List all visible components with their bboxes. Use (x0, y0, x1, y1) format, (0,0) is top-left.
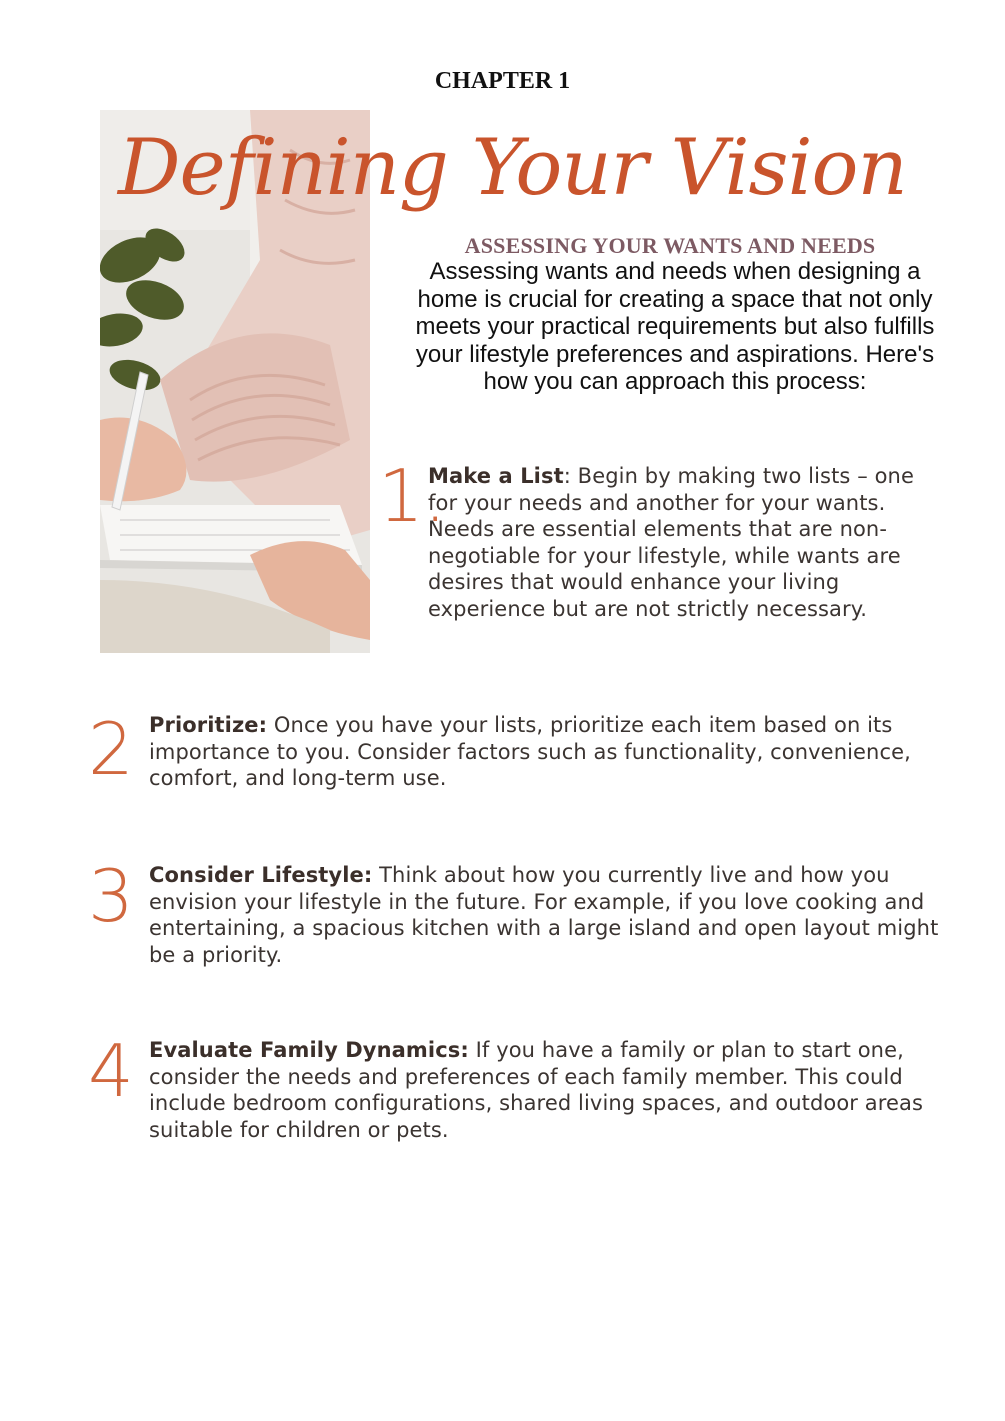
step-4-body: If you have a family or plan to start one, consider the needs and preferences of each family member. This could include bedroom configurations, shared living spaces, and outdoor areas suitable for children or pets. (149, 1038, 924, 1142)
main-title: Defining Your Vision (118, 123, 907, 213)
step-2-title: Prioritize: (149, 713, 268, 737)
step-1-body: : Begin by making two lists – one for your needs and another for your wants. Needs are essential elements that are non-negotiable for your lifestyle, while wants are desires that would enhance your living experience but are not strictly necessary. (428, 464, 914, 621)
step-4-text (149, 1037, 939, 1143)
step-4-title: Evaluate Family Dynamics: (149, 1038, 469, 1062)
step-number-1: 1. (378, 454, 447, 538)
intro-paragraph: Assessing wants and needs when designing a home is crucial for creating a space that not only meets your practical requirements but also fulfills your lifestyle preferences and aspirations. Here's how you can approach this process: (415, 258, 935, 395)
step-number-3: 3 (88, 854, 134, 938)
step-2-body: Once you have your lists, prioritize each item based on its importance to you. Consider factors such as functionality, convenience, comfort, and long-term use. (149, 713, 911, 791)
chapter-label: CHAPTER 1 (434, 68, 571, 94)
step-number-4: 4 (88, 1029, 134, 1113)
step-3-text (149, 862, 939, 968)
step-1-text (428, 463, 948, 623)
step-1-title: Make a List (428, 464, 564, 488)
step-number-2: 2 (88, 707, 134, 791)
step-3-body: Think about how you currently live and how you envision your lifestyle in the future. For example, if you love cooking and entertaining, a spacious kitchen with a large island and open layout might be a priority. (149, 863, 939, 967)
section-heading: ASSESSING YOUR WANTS AND NEEDS (464, 233, 876, 258)
step-2-text (149, 712, 939, 792)
step-3-title: Consider Lifestyle: (149, 863, 373, 887)
